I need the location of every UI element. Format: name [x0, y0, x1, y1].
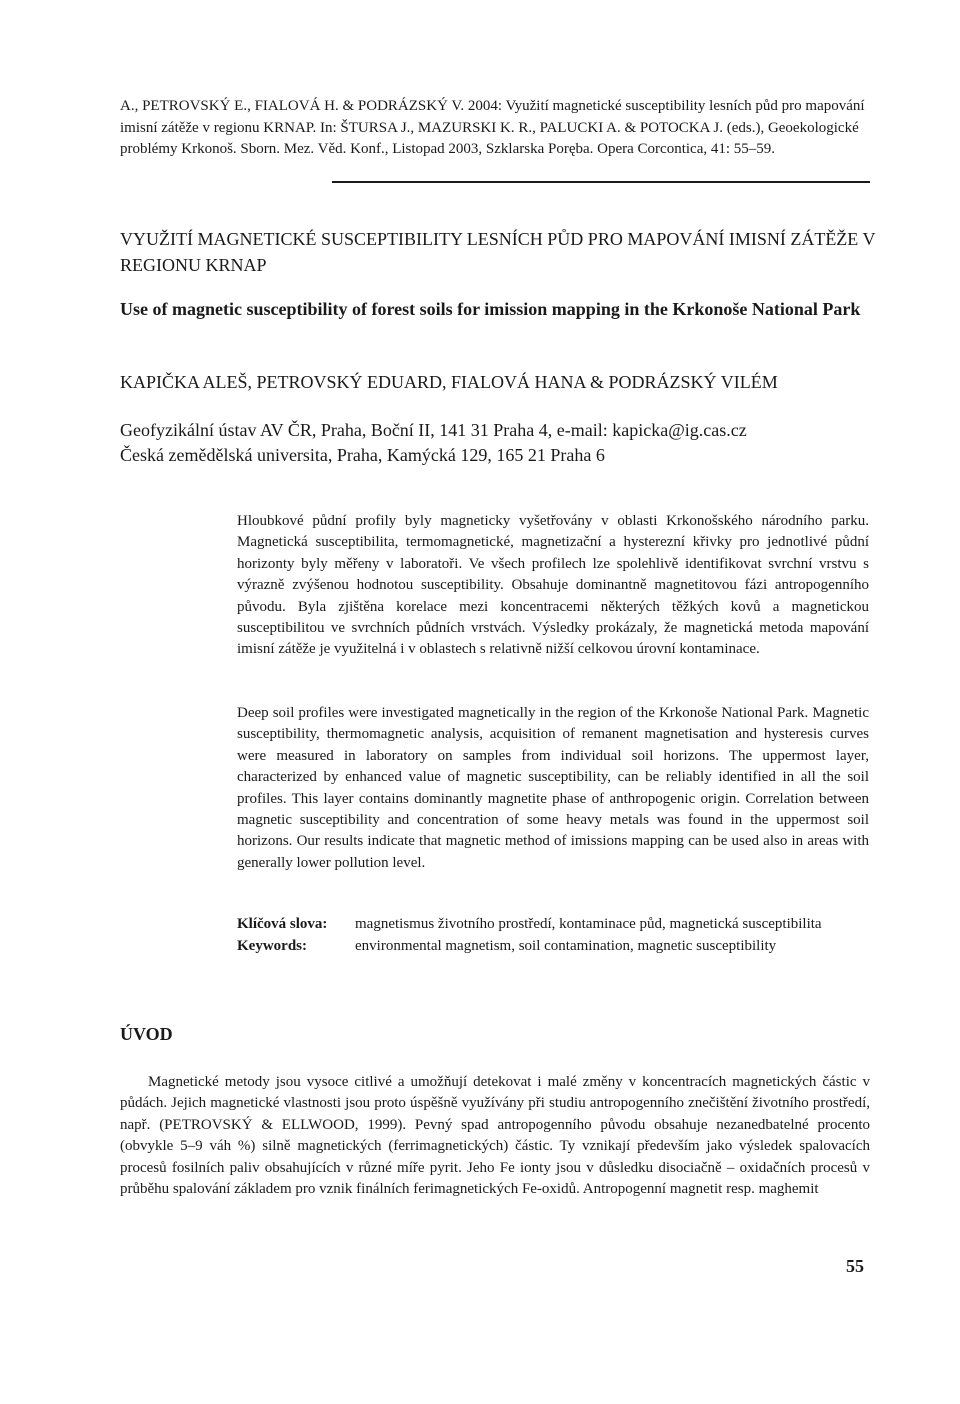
citation-divider	[332, 181, 870, 183]
keywords-row-cz	[237, 914, 877, 936]
keywords-value-en: environmental magnetism, soil contamination, magnetic susceptibility	[355, 937, 777, 954]
authors: KAPIČKA ALEŠ, PETROVSKÝ EDUARD, FIALOVÁ HANA & PODRÁZSKÝ VILÉM	[120, 372, 778, 392]
keywords-table	[237, 914, 877, 957]
title-czech: VYUŽITÍ MAGNETICKÉ SUSCEPTIBILITY LESNÍCH PŮD PRO MAPOVÁNÍ IMISNÍ ZÁTĚŽE V REGIONU KRNAP	[120, 229, 876, 275]
affiliation-2: Česká zemědělská universita, Praha, Kamýcká 129, 165 21 Praha 6	[120, 445, 605, 465]
body-paragraph: Magnetické metody jsou vysoce citlivé a umožňují detekovat i malé změny v koncentracích magnetických částic v půdách. Jejich magnetické vlastnosti jsou proto úspěšně využívány při studiu antropogenního znečištění životního prostředí, např. (PETROVSKÝ & ELLWOOD, 1999). Pevný spad antropogenního původu obsahuje nezanedbatelné procento (obvykle 5–9 váh %) silně magnetických (ferrimagnetických) částic. Ty vznikají především jako výsledek spalovacích procesů fosilních paliv obsahujících v různé míře pyrit. Jeho Fe ionty jsou v důsledku disociačně – oxidačních procesů v průběhu spalování základem pro vznik finálních ferimagnetických Fe-oxidů. Antropogenní magnetit resp. maghemit	[120, 1074, 870, 1198]
abstract-czech: Hloubkové půdní profily byly magneticky vyšetřovány v oblasti Krkonošského národního parku. Magnetická susceptibilita, termomagnetické, magnetizační a hysterezní křivky pro jednotlivé půdní horizonty byly měřeny v laboratoři. Ve všech profilech lze spolehlivě identifikovat svrchní vrstvu s výrazně zvýšenou hodnotou susceptibility. Obsahuje dominantně magnetitovou fázi antropogenního původu. Byla zjištěna korelace mezi koncentracemi některých těžkých kovů a magnetickou susceptibilitou ve svrchních půdních vrstvách. Výsledky prokázaly, že magnetická metoda mapování imisní zátěže je využitelná i v oblastech s relativně nižší celkovou úrovní kontaminace.	[237, 513, 869, 658]
abstract-english: Deep soil profiles were investigated magnetically in the region of the Krkonoše National Park. Magnetic susceptibility, thermomagnetic analysis, acquisition of remanent magnetisation and hysteresis curves were measured in laboratory on samples from individual soil horizons. The uppermost layer, characterized by enhanced value of magnetic susceptibility, can be reliably identified in all the soil profiles. This layer contains dominantly magnetite phase of anthropogenic origin. Correlation between magnetic susceptibility and concentration of some heavy metals was found in the uppermost soil horizons. Our results indicate that magnetic method of imissions mapping can be used also in areas with generally lower pollution level.	[237, 705, 869, 871]
citation-text: A., PETROVSKÝ E., FIALOVÁ H. & PODRÁZSKÝ V. 2004: Využití magnetické susceptibility lesních půd pro mapování imisní zátěže v regionu KRNAP. In: ŠTURSA J., MAZURSKI K. R., PALUCKI A. & POTOCKA J. (eds.), Geoekologické problémy Krkonoš. Sborn. Mez. Věd. Konf., Listopad 2003, Szklarska Poręba. Opera Corcontica, 41: 55–59.	[120, 98, 865, 157]
section-title-uvod: ÚVOD	[120, 1024, 173, 1044]
citation	[120, 96, 872, 161]
title-english: Use of magnetic susceptibility of forest soils for imission mapping in the Krkonoše National Park	[120, 299, 861, 319]
keywords-label-en: Keywords:	[237, 937, 307, 954]
page-number: 55	[846, 1256, 864, 1276]
affiliations	[120, 418, 880, 468]
keywords-label-cz: Klíčová slova:	[237, 916, 328, 932]
keywords-row-en	[237, 936, 877, 958]
affiliation-1: Geofyzikální ústav AV ČR, Praha, Boční II, 141 31 Praha 4, e-mail: kapicka@ig.cas.cz	[120, 420, 747, 440]
keywords-value-cz: magnetismus životního prostředí, kontaminace půd, magnetická susceptibilita	[355, 916, 822, 932]
